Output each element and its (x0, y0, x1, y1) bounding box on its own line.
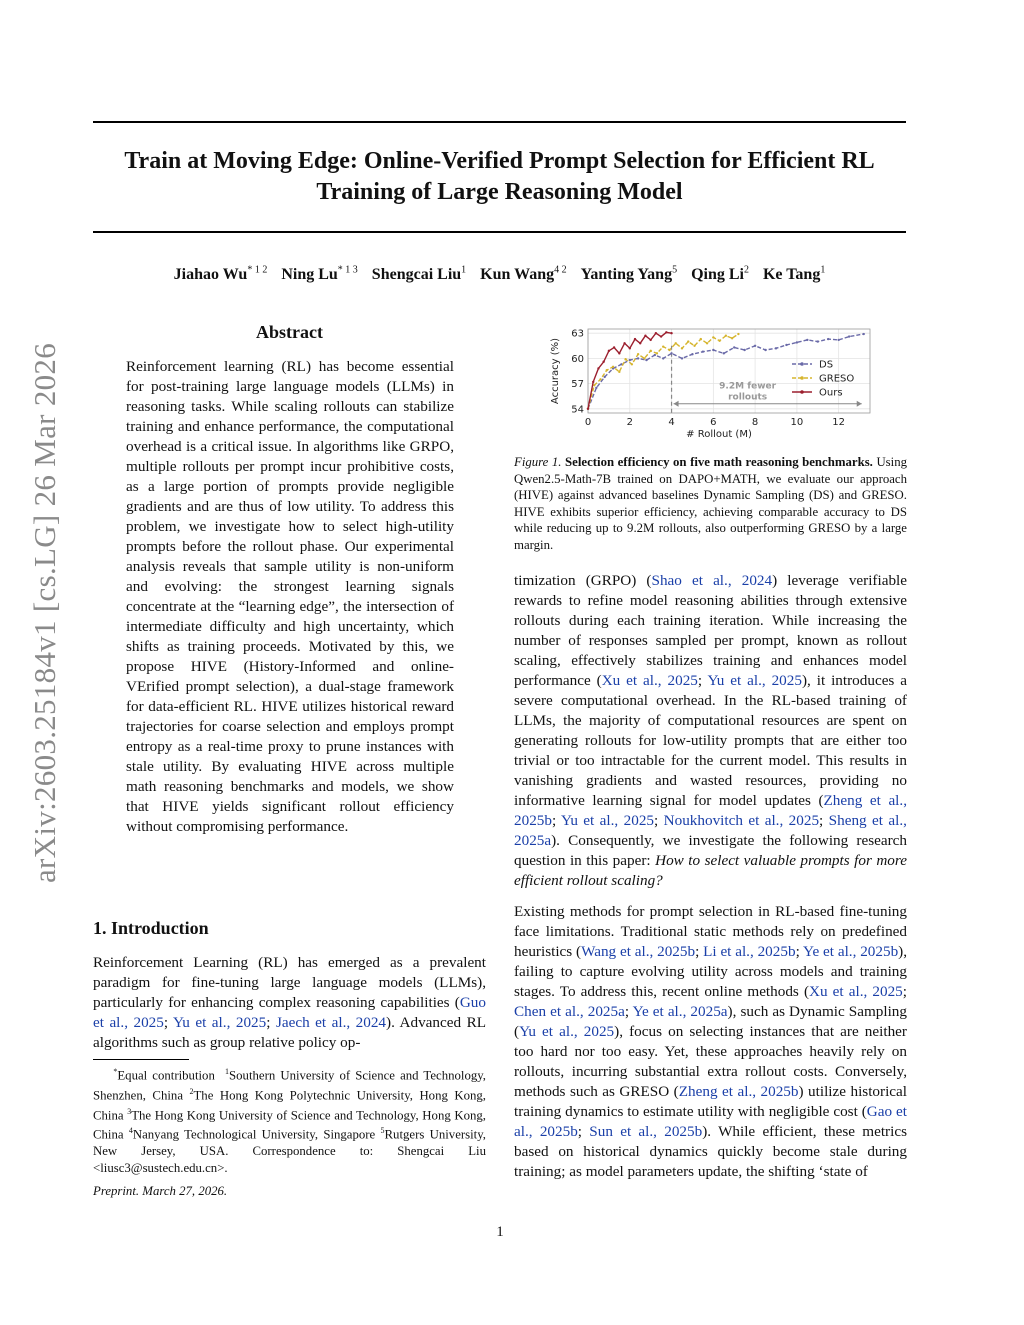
x-tick-label: 12 (832, 417, 846, 428)
data-point-ds (595, 387, 597, 389)
data-point-ours (592, 381, 594, 383)
citation-link[interactable]: Zheng et al., 2025b (678, 1083, 799, 1100)
x-tick-label: 0 (584, 417, 592, 428)
legend-label: GRESO (819, 373, 855, 385)
x-axis-label: # Rollout (M) (686, 429, 752, 440)
citation-link[interactable]: Yu et al., 2025 (519, 1023, 615, 1040)
data-point-greso (612, 366, 614, 368)
introduction-paragraph-2: Existing methods for prompt selection in RL-based fine-tuning face limitations. Traditional static methods rely on predefined heuristics (Wang et al., 2025b; Li et al., 2025b; Ye et al., 2025b), failing to capture evolving utility across models and training stages. To address this, recent online methods (Xu et al., 2025; Chen et al., 2025a; Ye et al., 2025a), such as Dynamic Sampling (Yu et al., 2025), focus on selecting instances that are neither too hard nor too easy. Yet, these approaches heavily rely on rollouts, incurring substantial extra rollout costs. Conversely, methods such as GRESO (Zheng et al., 2025b) utilize historical training dynamics to estimate utility with negligible cost (Gao et al., 2025b; Sun et al., 2025b). While efficient, these metrics based on historical dynamics quickly become stale during training; as model parameters update, the shifting ‘state of (514, 903, 908, 1180)
citation-link[interactable]: Guo et al., 2025 (93, 994, 486, 1031)
data-point-ds (785, 344, 787, 346)
data-point-greso (675, 342, 677, 344)
annotation-arrowhead (674, 401, 679, 407)
data-point-ds (645, 359, 647, 361)
data-point-ours (649, 339, 651, 341)
data-point-greso (656, 352, 658, 354)
data-point-ds (796, 341, 798, 343)
author: Ning $Lu^{* 1 3}$ (281, 265, 358, 284)
data-point-greso (599, 378, 601, 380)
data-point-greso (687, 340, 689, 342)
data-point-ours (639, 342, 641, 344)
data-point-ds (702, 350, 704, 352)
citation-link[interactable]: Xu et al., 2025 (809, 983, 903, 1000)
author: Qing Li$^2$ (691, 265, 749, 284)
data-point-ds (662, 357, 664, 359)
annotation-text: 9.2M fewer (719, 381, 777, 392)
legend-label: Ours (819, 387, 843, 399)
x-tick-label: 6 (710, 417, 717, 428)
citation-link[interactable]: Yu et al., 2025 (173, 1014, 267, 1031)
data-point-ours (644, 335, 646, 337)
citation-link[interactable]: Shao et al., 2024 (651, 572, 773, 589)
footnote-rule (93, 1059, 189, 1060)
data-point-ours (629, 347, 631, 349)
citation-link[interactable]: Ye et al., 2025a (632, 1003, 728, 1020)
data-point-ours (665, 331, 667, 333)
author-list (93, 265, 906, 284)
data-point-ds (723, 352, 725, 354)
data-point-ds (670, 352, 672, 354)
x-tick-label: 10 (790, 417, 804, 428)
data-point-ds (837, 339, 839, 341)
arxiv-identifier: arXiv:2603.25184v1 [cs.LG] 26 Mar 2026 (27, 342, 62, 883)
data-point-ds (691, 353, 693, 355)
citation-link[interactable]: Noukhovitch et al., 2025 (663, 812, 820, 829)
author: Shengcai Liu$^1$ (371, 265, 467, 284)
x-tick-label: 4 (668, 417, 675, 428)
data-point-ours (602, 361, 604, 363)
author: Jiahao $Wu^{* 1 2}$ (173, 265, 268, 284)
data-point-greso (631, 363, 633, 365)
legend-marker (800, 390, 804, 394)
author: Kun Wang$^{4 2}$ (480, 265, 567, 284)
data-point-greso (737, 333, 739, 335)
author: Ke Tang$^1$ (762, 265, 826, 284)
data-point-greso (712, 336, 714, 338)
y-tick-label: 57 (571, 379, 584, 391)
data-point-ours (670, 332, 672, 334)
data-point-ds (817, 340, 819, 342)
data-point-ours (623, 342, 625, 344)
data-point-ds (754, 345, 756, 347)
data-point-greso (593, 384, 595, 386)
abstract-text: Reinforcement learning (RL) has become essential for post-training large language models (LLMs) in reasoning tasks. While scaling rollouts can stabilize training and enhance performance, the computational overhead is a critical issue. In algorithms like GRPO, multiple rollouts per prompt incur prohibitive costs, as a large portion of prompts provide negligible gradients and are thus of low utility. To address this problem, we investigate how to select high-utility prompts before the rollout phase. Our experimental analysis reveals that sample utility is non-uniform and evolving: the strongest learning signals concentrate at the “learning edge”, the intersection of intermediate difficulty and high uncertainty, which shifts as training proceeds. Motivated by this, we propose HIVE (History-Informed and online-VErified prompt selection), a dual-stage framework for data-efficient RL. HIVE utilizes historical reward trajectories for coarse selection and employs prompt entropy as a real-time proxy to prune instances with stale utility. By evaluating HIVE across multiple math reasoning benchmarks and models, we show that HIVE yields significant rollout efficiency without compromising performance. (126, 358, 454, 835)
citation-link[interactable]: Sheng et al., 2025a (514, 812, 907, 849)
data-point-greso (681, 347, 683, 349)
data-point-greso (606, 369, 608, 371)
data-point-ds (712, 349, 714, 351)
data-point-greso (706, 342, 708, 344)
x-tick-label: 8 (751, 417, 759, 428)
citation-link[interactable]: Yu et al., 2025 (561, 812, 655, 829)
citation-link[interactable]: Sun et al., 2025b (589, 1123, 703, 1140)
data-point-ds (637, 357, 639, 359)
x-tick-label: 2 (626, 417, 633, 428)
title-line-2: Training of Large Reasoning Model (316, 179, 683, 205)
citation-link[interactable]: Chen et al., 2025a (514, 1003, 625, 1020)
title-bottom-rule (93, 231, 906, 233)
section-heading-introduction: 1. Introduction (93, 918, 209, 938)
y-tick-label: 54 (571, 404, 584, 416)
figure-1-chart (548, 320, 878, 445)
data-point-ours (587, 408, 589, 410)
data-point-ours (655, 332, 657, 334)
data-point-ours (618, 352, 620, 354)
top-rule (93, 121, 906, 123)
y-tick-label: 60 (571, 353, 584, 365)
page-number: 1 (496, 1224, 504, 1240)
data-point-ds (775, 347, 777, 349)
y-axis-label: Accuracy (%) (550, 337, 561, 405)
citation-link[interactable]: Gao et al., 2025b (514, 1103, 907, 1140)
abstract-heading: Abstract (256, 322, 323, 342)
data-point-ours (634, 338, 636, 340)
data-point-ds (848, 335, 850, 337)
citation-link[interactable]: Wang et al., 2025b (581, 943, 696, 960)
research-question: How to select valuable prompts for more efficient rollout scaling? (514, 852, 907, 889)
data-point-ours (660, 335, 662, 337)
data-point-greso (649, 350, 651, 352)
citation-link[interactable]: Xu et al., 2025 (601, 672, 698, 689)
data-point-greso (718, 340, 720, 342)
data-point-greso (624, 358, 626, 360)
data-point-ds (604, 376, 606, 378)
data-point-ds (827, 338, 829, 340)
annotation-text: rollouts (728, 392, 768, 403)
data-point-ds (681, 357, 683, 359)
data-point-ds (629, 359, 631, 361)
data-point-greso (700, 338, 702, 340)
data-point-greso (643, 357, 645, 359)
annotation-arrowhead (857, 401, 862, 407)
data-point-greso (725, 335, 727, 337)
author: Yanting Yang$^5$ (580, 265, 678, 284)
citation-link[interactable]: Li et al., 2025b (703, 943, 796, 960)
citation-link[interactable]: Jaech et al., 2024 (275, 1014, 387, 1031)
data-point-ours (597, 367, 599, 369)
data-point-ds (743, 349, 745, 351)
y-tick-label: 63 (571, 328, 584, 340)
data-point-ds (863, 333, 865, 335)
title-line-1: Train at Moving Edge: Online-Verified Prompt Selection for Efficient RL (124, 148, 875, 174)
data-point-greso (662, 345, 664, 347)
introduction-paragraph: Reinforcement Learning (RL) has emerged as a prevalent paradigm for fine-tuning large language models (LLMs), particularly for enhancing complex reasoning capabilities (Guo et al., 2025; Yu et al., 2025; Jaech et al., 2024). Advanced RL algorithms such as group relative policy op- (93, 954, 486, 1051)
citation-link[interactable]: Ye et al., 2025b (803, 943, 899, 960)
data-point-ours (608, 350, 610, 352)
introduction-paragraph-continued: timization (GRPO) (Shao et al., 2024) leverage verifiable rewards to refine model reasoning abilities through extensive rollouts during each training iteration. While increasing the number of responses sampled per prompt, known as rollout scaling, effectively stabilizes training and enhances model performance (Xu et al., 2025; Yu et al., 2025), it introduces a severe computational overhead. In the RL-based training of LLMs, the majority of computational resources are spent on generating rollouts for low-utility prompts that are either too trivial or too intractable for the current model. This results in vanishing gradients and wasted resources, providing no informative learning signal for model updates (Zheng et al., 2025b; Yu et al., 2025; Noukhovitch et al., 2025; Sheng et al., 2025a). Consequently, we investigate the following research question in this paper: How to select valuable prompts for more efficient rollout scaling? (514, 572, 908, 889)
legend-marker (800, 376, 804, 380)
citation-link[interactable]: Yu et al., 2025 (707, 672, 802, 689)
data-point-ds (733, 346, 735, 348)
legend-label: DS (819, 359, 834, 371)
data-point-ds (654, 354, 656, 356)
paper-title (93, 146, 906, 208)
data-point-ours (613, 346, 615, 348)
data-point-ds (806, 339, 808, 341)
data-point-greso (693, 345, 695, 347)
affiliation-footnote: *Equal contribution $^1$Southern University of Science and Technology, Shenzhen, China $^2$The Hong Kong Polytechnic University, Hong Kong, China $^3$The Hong Kong University of Science and Technology, Hong Kong, China $^4$Nanyang Technological University, Singapore $^5$Rutgers University, New Jersey, USA. Correspondence to: Shengcai Liu <liusc3@sustech.edu.cn>. (93, 1067, 487, 1175)
legend-marker (800, 362, 804, 366)
data-point-greso (731, 337, 733, 339)
citation-link[interactable]: Zheng et al., 2025b (514, 792, 907, 829)
data-point-greso (637, 353, 639, 355)
data-point-greso (668, 349, 670, 351)
preprint-date: Preprint. March 27, 2026. (93, 1184, 228, 1198)
data-point-ds (764, 349, 766, 351)
figure-1-caption: Figure 1. Selection efficiency on five math reasoning benchmarks. Using Qwen2.5-Math-7B trained on DAPO+MATH, we evaluate our approach (HIVE) against advanced baselines Dynamic Sampling (DS) and GRESO. HIVE exhibits superior efficiency, achieving comparable accuracy to DS while reducing up to 9.2M rollouts, also outperforming GRESO by a large margin. (514, 455, 908, 552)
data-point-greso (618, 371, 620, 373)
